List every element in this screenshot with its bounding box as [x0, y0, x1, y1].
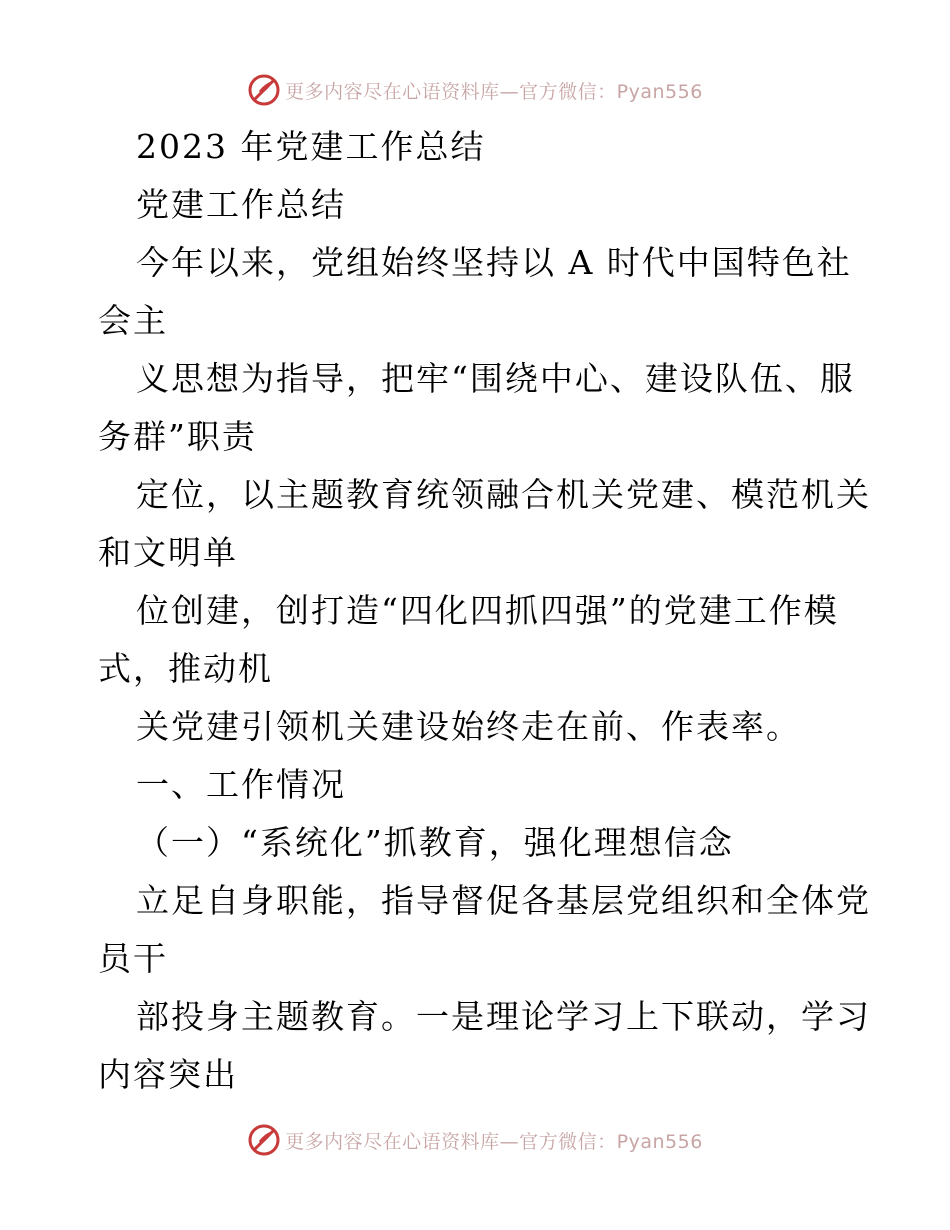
text-line: 和文明单	[98, 533, 238, 572]
quill-logo-icon	[247, 73, 281, 107]
text-line: 今年以来，党组始终坚持以 A 时代中国特色社	[136, 243, 852, 282]
watermark-text: 更多内容尽在心语资料库—官方微信：Pyan556	[285, 1130, 703, 1153]
document-body	[98, 118, 871, 1104]
text-line: 位创建，创打造“四化四抓四强”的党建工作模	[136, 591, 839, 630]
text-line: 定位，以主题教育统领融合机关党建、模范机关	[136, 475, 871, 514]
text-line: 立足自身职能，指导督促各基层党组织和全体党	[136, 881, 871, 920]
text-line: 部投身主题教育。一是理论学习上下联动，学习	[136, 997, 871, 1036]
text-line: 党建工作总结	[136, 185, 346, 224]
text-line: 内容突出	[98, 1055, 238, 1094]
text-line: 务群”职责	[98, 417, 257, 456]
text-line: 一、工作情况	[136, 765, 346, 804]
text-line: 2023 年党建工作总结	[136, 127, 486, 166]
text-line: 义思想为指导，把牢“围绕中心、建设队伍、服	[136, 359, 855, 398]
text-line: 式，推动机	[98, 649, 273, 688]
text-line: （一）“系统化”抓教育，强化理想信念	[136, 823, 734, 862]
quill-logo-icon	[247, 1123, 281, 1157]
watermark-footer	[0, 1120, 950, 1160]
text-line: 会主	[98, 301, 168, 340]
watermark-text: 更多内容尽在心语资料库—官方微信：Pyan556	[285, 80, 703, 103]
text-line: 员干	[98, 939, 168, 978]
text-line: 关党建引领机关建设始终走在前、作表率。	[136, 707, 801, 746]
watermark-header	[0, 70, 950, 110]
